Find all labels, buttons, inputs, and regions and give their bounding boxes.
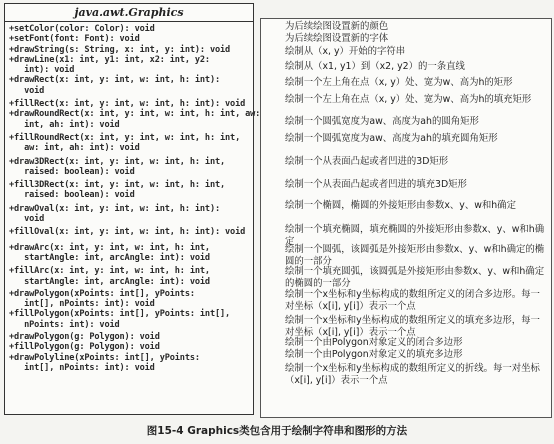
uml-method: +fillPolygon(xPoints: int[], yPoints: int[], nPoints: int): void [9, 309, 231, 330]
uml-method: +fillOval(x: int, y: int, w: int, h: int): void [9, 227, 246, 238]
uml-method: +setFont(font: Font): void [9, 34, 140, 45]
method-description: 绘制一个填充圆弧，该圆弧是外接矩形由参数x、y、w和h确定的椭圆的一部分 [285, 266, 545, 289]
description-box [260, 18, 552, 418]
method-description: 绘制一个圆弧宽度为aw、高度为ah的填充圆角矩形 [285, 133, 498, 144]
method-description: 绘制一个左上角在点（x, y）处、宽为w、高为h的矩形 [285, 77, 513, 88]
method-description: 绘制一个从表面凸起或者凹进的填充3D矩形 [285, 179, 467, 190]
uml-method: +setColor(color: Color): void [9, 24, 155, 34]
method-description: 绘制一个由Polygon对象定义的闭合多边形 [285, 337, 463, 348]
method-description: 绘制一个x坐标和y坐标构成的数组所定义的填充多边形，每一对坐标（x[i], y[i]）表示一个点 [285, 315, 540, 338]
uml-method: +drawRoundRect(x: int, y: int, w: int, h: int, aw: int, ah: int): void [9, 109, 261, 130]
uml-method: +drawString(s: String, x: int, y: int): void [9, 44, 231, 55]
figure-caption: 图15-4 Graphics类包含用于绘制字符串和图形的方法 [146, 425, 408, 437]
method-description: 绘制一个填充椭圆，填充椭圆的外接矩形由参数x、y、w和h确定 [285, 224, 545, 247]
uml-method: +fillRect(x: int, y: int, w: int, h: int): void [9, 99, 246, 110]
uml-method: +drawRect(x: int, y: int, w: int, h: int): void [9, 75, 221, 96]
uml-method: +fillPolygon(g: Polygon): void [9, 342, 160, 353]
method-description: 绘制一个圆弧，该圆弧是外接矩形由参数x、y、w和h确定的椭圆的一部分 [285, 244, 545, 267]
method-description: 为后续绘图设置新的颜色 [285, 21, 389, 32]
method-description: 绘制一个x坐标和y坐标构成的数组所定义的折线。每一对坐标（x[i], y[i]）表示一个点 [285, 363, 540, 386]
uml-method: +drawLine(x1: int, y1: int, x2: int, y2: int): void [9, 54, 210, 76]
uml-method: +fill3DRect(x: int, y: int, w: int, h: int, raised: boolean): void [9, 180, 226, 201]
uml-method: +drawPolygon(g: Polygon): void [9, 332, 160, 343]
uml-method: +fillRoundRect(x: int, y: int, w: int, h: int, aw: int, ah: int): void [9, 132, 241, 154]
method-description: 为后续绘图设置新的字体 [285, 33, 389, 44]
method-description: 绘制从（x, y）开始的字符串 [285, 46, 406, 57]
method-description: 绘制一个圆弧宽度为aw、高度为ah的圆角矩形 [285, 116, 479, 127]
uml-method: +drawOval(x: int, y: int, w: int, h: int): void [9, 203, 221, 225]
method-description: 绘制一个左上角在点（x, y）处、宽为w、高为h的填充矩形 [285, 94, 532, 105]
uml-method: +fillArc(x: int, y: int, w: int, h: int, startAngle: int, arcAngle: int): void [9, 266, 210, 287]
method-description: 绘制一个x坐标和y坐标构成的数组所定义的闭合多边形。每一对坐标（x[i], y[i]）表示一个点 [285, 289, 540, 312]
method-description: 绘制一个椭圆，椭圆的外接矩形由参数x、y、w和h确定 [285, 200, 516, 211]
uml-method: +drawPolygon(xPoints: int[], yPoints: int[], nPoints: int): void [9, 288, 195, 310]
method-description: 绘制一个由Polygon对象定义的填充多边形 [285, 349, 463, 360]
uml-class-box [4, 3, 261, 415]
uml-method: +drawArc(x: int, y: int, w: int, h: int, startAngle: int, arcAngle: int): void [9, 242, 210, 263]
method-description: 绘制一个从表面凸起或者凹进的3D矩形 [285, 156, 449, 167]
uml-method: +draw3DRect(x: int, y: int, w: int, h: int, raised: boolean): void [9, 156, 226, 177]
uml-method-list [9, 24, 261, 412]
uml-method: +drawPolyline(xPoints: int[], yPoints: int[], nPoints: int): void [9, 352, 200, 373]
method-description: 绘制从（x1, y1）到（x2, y2）的一条直线 [285, 61, 465, 72]
uml-class-name: java.awt.Graphics [5, 4, 253, 22]
